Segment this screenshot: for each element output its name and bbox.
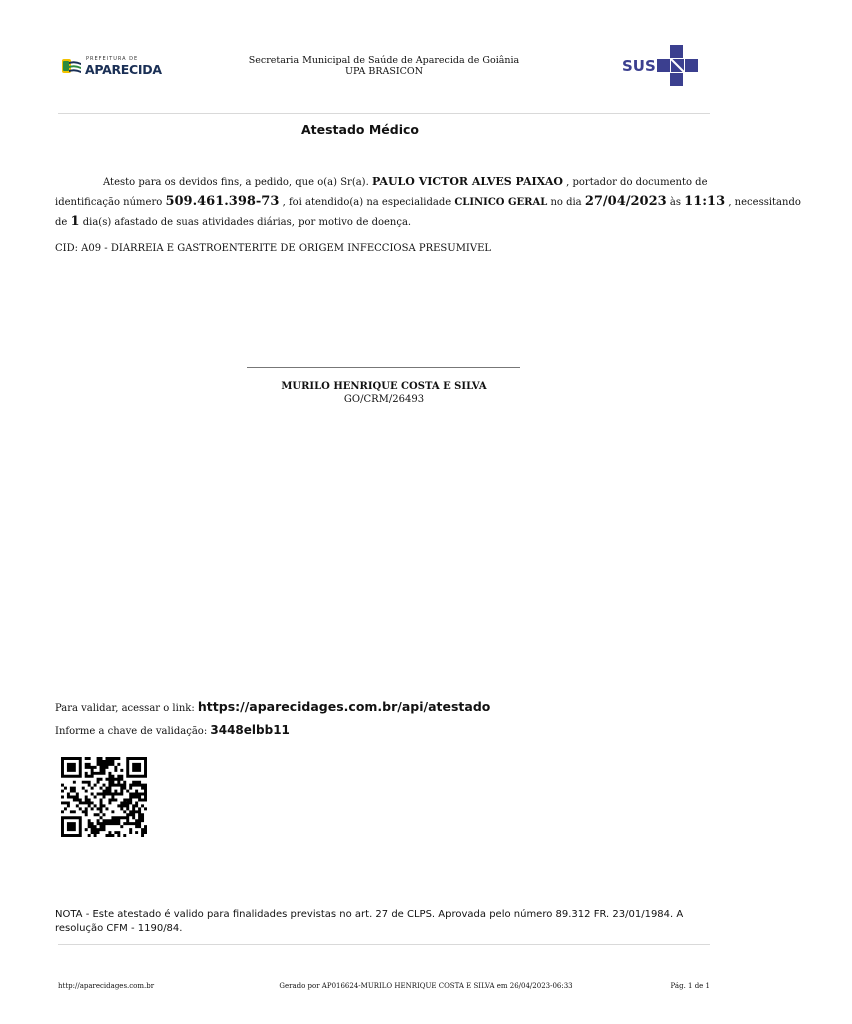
signature-line — [247, 367, 520, 368]
doctor-crm: GO/CRM/26493 — [343, 394, 425, 405]
doctor-name: MURILO HENRIQUE COSTA E SILVA — [281, 381, 487, 392]
id-number: 509.461.398-73 — [165, 194, 280, 209]
needing-text: , necessitando — [728, 197, 801, 208]
header-divider — [58, 113, 710, 114]
attended-text: , foi atendido(a) na especialidade — [282, 197, 452, 208]
validation-key-row — [55, 723, 290, 737]
legal-note: NOTA - Este atestado é valido para finalidades previstas no art. 27 de CLPS. Aprovada pelo número 89.312 FR. 23/01/1984. A resolução CFM - 1190/84. — [55, 909, 684, 934]
logo-small-text: PREFEITURA DE — [86, 56, 139, 62]
footer-website: http://aparecidages.com.br — [58, 982, 155, 990]
validation-link[interactable]: https://aparecidages.com.br/api/atestado — [197, 699, 491, 714]
sus-logo-text: SUS — [622, 57, 656, 75]
qr-code-icon — [61, 757, 147, 837]
days-text: dia(s) afastado de suas atividades diárias, por motivo de doença. — [82, 217, 412, 228]
footer-divider — [58, 944, 710, 945]
time-label: às — [669, 197, 681, 208]
sus-logo — [622, 45, 698, 87]
header-secretaria: Secretaria Municipal de Saúde de Aparecida de Goiânia — [248, 55, 520, 66]
certificate-line-1 — [103, 175, 708, 188]
footer-page-number: Pág. 1 de 1 — [670, 982, 710, 990]
header-unit: UPA BRASICON — [344, 66, 424, 77]
validation-key: 3448elbb11 — [210, 723, 290, 737]
document-title: Atestado Médico — [300, 122, 419, 137]
validation-key-label: Informe a chave de validação: — [55, 726, 208, 737]
after-name-text: , portador do documento de — [566, 177, 708, 188]
certificate-line-2 — [55, 194, 801, 209]
attendance-time: 11:13 — [684, 194, 726, 209]
date-label: no dia — [550, 197, 582, 208]
certificate-line-3 — [55, 214, 411, 229]
id-label: identificação número — [55, 197, 163, 208]
validation-link-label: Para validar, acessar o link: — [55, 703, 195, 714]
specialty: CLINICO GERAL — [454, 197, 548, 208]
days-count: 1 — [70, 214, 80, 229]
footer-generated-by: Gerado por AP016624-MURILO HENRIQUE COSTA E SILVA em 26/04/2023-06:33 — [279, 982, 573, 990]
sus-cross-icon — [654, 45, 698, 87]
de-text: de — [55, 217, 68, 228]
cid-diagnosis: CID: A09 - DIARREIA E GASTROENTERITE DE ORIGEM INFECCIOSA PRESUMIVEL — [55, 243, 492, 254]
logo-city-name: APARECIDA — [85, 62, 162, 77]
intro-text: Atesto para os devidos fins, a pedido, que o(a) Sr(a). — [103, 177, 369, 188]
validation-link-row — [55, 699, 490, 714]
patient-name: PAULO VICTOR ALVES PAIXAO — [371, 175, 563, 188]
attendance-date: 27/04/2023 — [584, 194, 667, 209]
